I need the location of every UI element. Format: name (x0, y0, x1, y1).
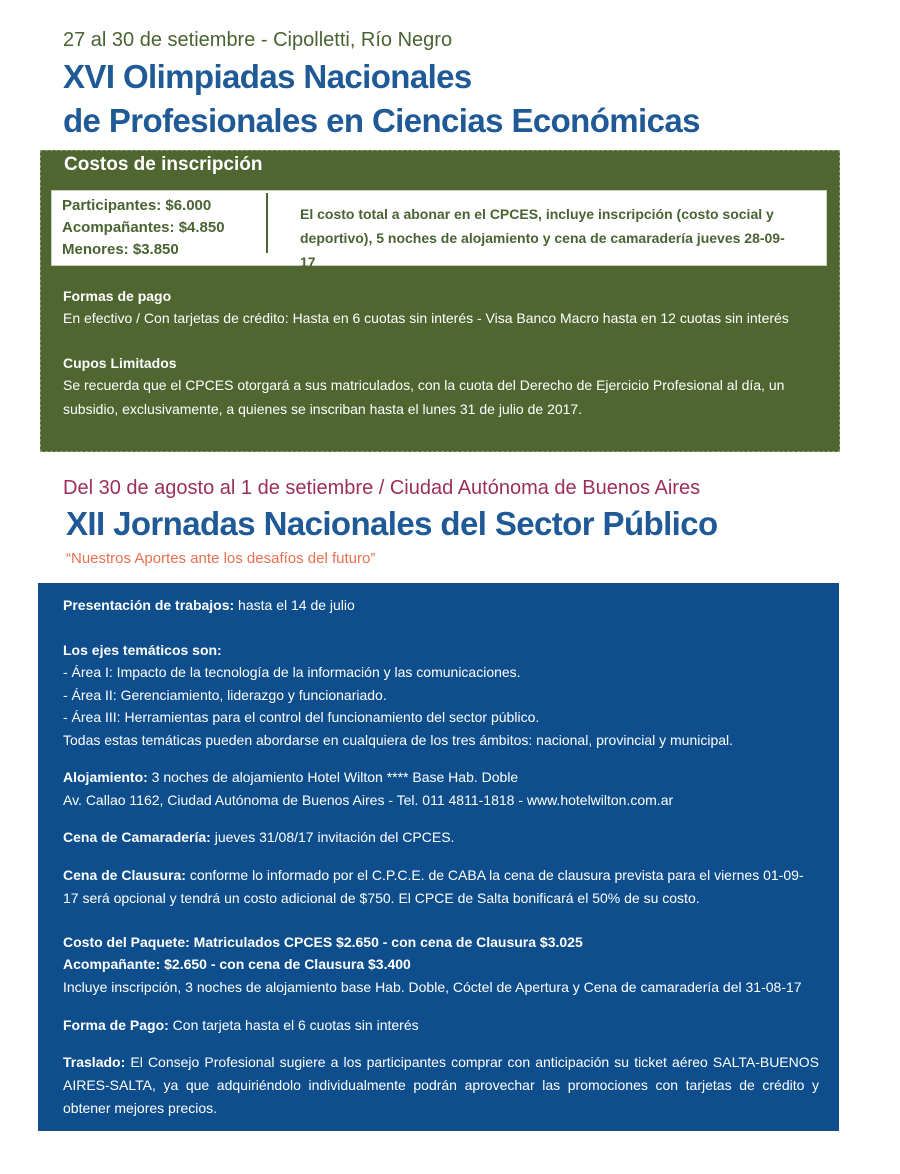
presentacion-line (63, 597, 355, 613)
jornadas-title: XII Jornadas Nacionales del Sector Público (66, 505, 718, 542)
camaraderia-label: Cena de Camaradería: (63, 829, 211, 845)
eje-item: - Área I: Impacto de la tecnología de la información y las comunicaciones. (63, 664, 521, 680)
alojamiento-line (63, 769, 518, 785)
costs-note: El costo total a abonar en el CPCES, incluye inscripción (costo social y deportivo), 5 noches de alojamiento y cena de camaradería jueves 28-09-17 (300, 206, 785, 270)
payment-text: En efectivo / Con tarjetas de crédito: Hasta en 6 cuotas sin interés - Visa Banco Macro hasta en 12 cuotas sin interés (63, 310, 789, 326)
price-acompanantes: Acompañantes: $4.850 (62, 219, 225, 236)
paquete-includes: Incluye inscripción, 3 noches de alojamiento base Hab. Doble, Cóctel de Apertura y Cena de camaradería del 31-08-17 (63, 979, 802, 995)
alojamiento-label: Alojamiento: (63, 769, 148, 785)
paquete-line1: Costo del Paquete: Matriculados CPCES $2.650 - con cena de Clausura $3.025 (63, 934, 583, 950)
cupos-text: Se recuerda que el CPCES otorgará a sus matriculados, con la cuota del Derecho de Ejercicio Profesional al día, un subsidio, exclusivamente, a quienes se inscriban hasta el lunes 31 de julio de 2017. (63, 377, 785, 417)
alojamiento-address: Av. Callao 1162, Ciudad Autónoma de Buenos Aires - Tel. 011 4811-1818 - www.hotelwilton.com.ar (63, 792, 674, 808)
traslado-paragraph (63, 1051, 819, 1120)
forma-pago-label: Forma de Pago: (63, 1017, 169, 1033)
forma-pago-value: Con tarjeta hasta el 6 cuotas sin interés (168, 1017, 419, 1033)
olimpiadas-title-line1: XVI Olimpiadas Nacionales (63, 58, 472, 95)
traslado-label: Traslado: (63, 1054, 126, 1070)
presentacion-value: hasta el 14 de julio (234, 597, 355, 613)
jornadas-tagline: “Nuestros Aportes ante los desafíos del futuro” (66, 550, 376, 567)
ejes-note: Todas estas temáticas pueden abordarse en cualquiera de los tres ámbitos: nacional, provincial y municipal. (63, 732, 734, 748)
clausura-label: Cena de Clausura: (63, 867, 186, 883)
olimpiadas-date-location: 27 al 30 de setiembre - Cipolletti, Río Negro (63, 29, 453, 51)
olimpiadas-title-line2: de Profesionales en Ciencias Económicas (63, 102, 700, 139)
cupos-heading: Cupos Limitados (63, 355, 177, 371)
traslado-value: El Consejo Profesional sugiere a los participantes comprar con anticipación su ticket aéreo SALTA-BUENOS AIRES-SALTA, ya que adquiriéndolo individualmente podrán aprovechar las promociones con tarjetas de crédito y obtener mejores precios. (63, 1054, 819, 1116)
prices-divider (266, 193, 268, 253)
eje-item: - Área III: Herramientas para el control del funcionamiento del sector público. (63, 709, 540, 725)
ejes-heading: Los ejes temáticos son: (63, 642, 222, 658)
price-participantes: Participantes: $6.000 (62, 197, 212, 214)
clausura-value: conforme lo informado por el C.P.C.E. de CABA la cena de clausura prevista para el viernes 01-09-17 será opcional y tendrá un costo adicional de $750. El CPCE de Salta bonificará el 50% de su costo. (63, 867, 804, 906)
payment-heading: Formas de pago (63, 288, 172, 304)
clausura-paragraph (63, 864, 819, 910)
price-menores: Menores: $3.850 (62, 241, 179, 258)
presentacion-label: Presentación de trabajos: (63, 597, 235, 613)
eje-item: - Área II: Gerenciamiento, liderazgo y funcionariado. (63, 687, 387, 703)
camaraderia-value: jueves 31/08/17 invitación del CPCES. (210, 829, 455, 845)
camaraderia-line (63, 829, 454, 845)
jornadas-date-location: Del 30 de agosto al 1 de setiembre / Ciudad Autónoma de Buenos Aires (63, 477, 701, 499)
alojamiento-value: 3 noches de alojamiento Hotel Wilton **** Base Hab. Doble (147, 769, 519, 785)
paquete-line2: Acompañante: $2.650 - con cena de Clausura $3.400 (63, 956, 411, 972)
forma-pago-line (63, 1017, 419, 1033)
costs-heading: Costos de inscripción (64, 154, 263, 175)
